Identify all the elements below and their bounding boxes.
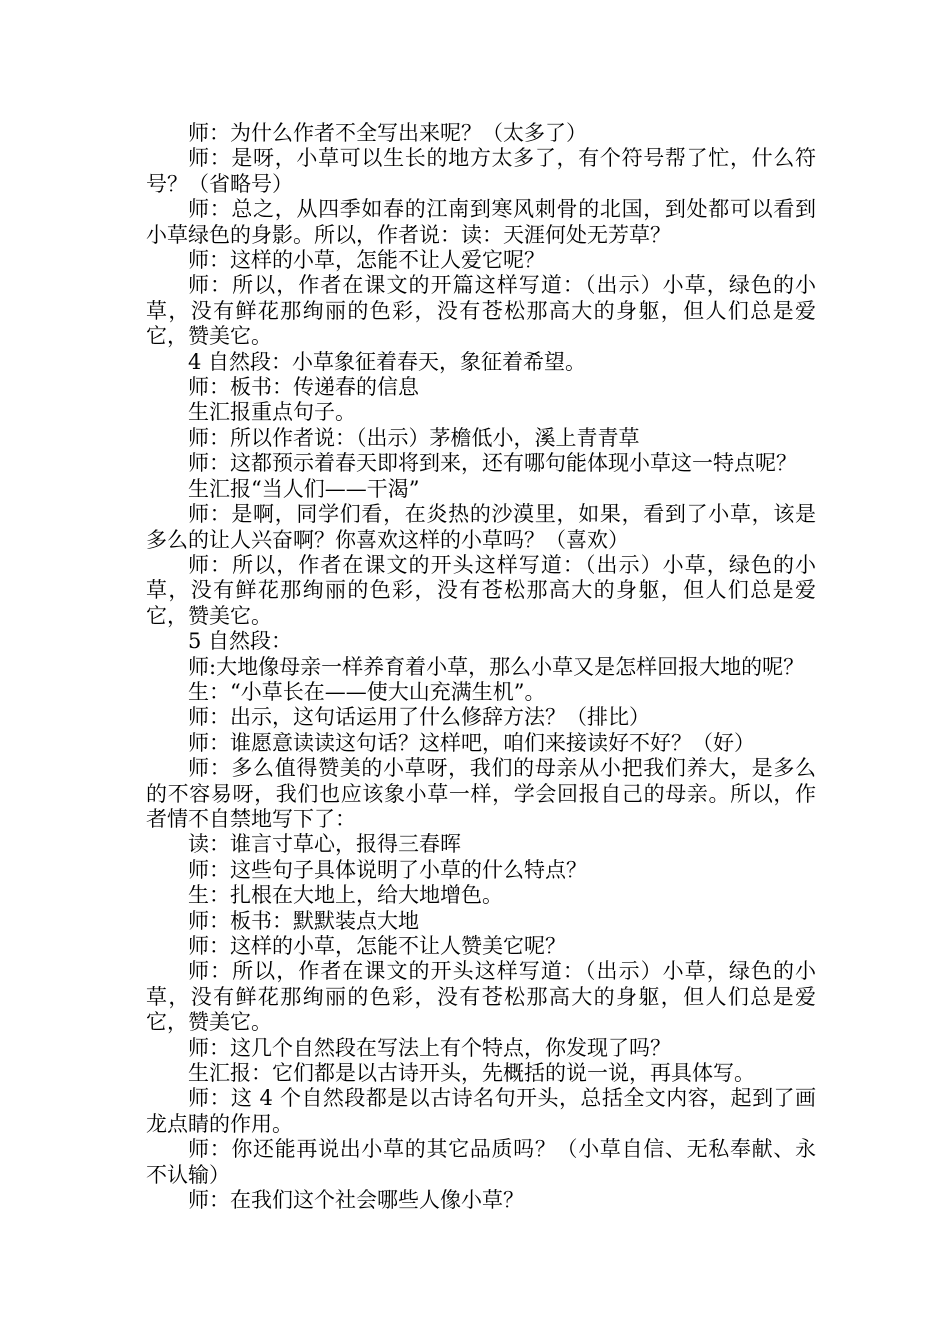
paragraph: 师：这都预示着春天即将到来，还有哪句能体现小草这一特点呢？	[188, 451, 797, 476]
paragraph: 师：你还能再说出小草的其它品质吗？（小草自信、无私奉献、永不认输）	[146, 1137, 816, 1187]
paragraph: 生汇报：它们都是以古诗开头，先概括的说一说，再具体写。	[188, 1061, 755, 1086]
paragraph: 师：所以，作者在课文的开头这样写道：（出示）小草，绿色的小草，没有鲜花那绚丽的色彩，没有苍松那高大的身躯，但人们总是爱它，赞美它。	[146, 959, 816, 1035]
paragraph: 师：板书：传递春的信息	[188, 375, 419, 400]
paragraph: 生：扎根在大地上，给大地增色。	[188, 883, 503, 908]
paragraph: 师：为什么作者不全写出来呢？（太多了）	[188, 121, 587, 145]
paragraph: 师：是啊，同学们看，在炎热的沙漠里，如果，看到了小草，该是多么的让人兴奋啊？你喜欢这样的小草吗？（喜欢）	[146, 502, 816, 552]
paragraph: 师：多么值得赞美的小草呀，我们的母亲从小把我们养大，是多么的不容易呀，我们也应该象小草一样，学会回报自己的母亲。所以，作者情不自禁地写下了：	[146, 756, 816, 831]
paragraph: 生汇报重点句子。	[188, 400, 356, 425]
paragraph: 师：板书：默默装点大地	[188, 908, 419, 933]
paragraph: 师：是呀，小草可以生长的地方太多了，有个符号帮了忙，什么符号？（省略号）	[146, 146, 816, 196]
paragraph: 师：总之，从四季如春的江南到寒风刺骨的北国，到处都可以看到小草绿色的身影。所以，作者说：读：天涯何处无芳草？	[146, 197, 816, 247]
paragraph: 读：谁言寸草心，报得三春晖	[188, 832, 461, 857]
paragraph: 师：所以作者说：（出示）茅檐低小，溪上青青草	[188, 425, 640, 450]
document-body	[146, 121, 816, 1213]
paragraph: 4 自然段：小草象征着春天，象征着希望。	[188, 349, 587, 374]
paragraph: 生汇报“当人们——干渴”	[188, 476, 420, 501]
paragraph: 师：在我们这个社会哪些人像小草？	[188, 1188, 524, 1213]
paragraph: 师：所以，作者在课文的开头这样写道：（出示）小草，绿色的小草，没有鲜花那绚丽的色彩，没有苍松那高大的身躯，但人们总是爱它，赞美它。	[146, 552, 816, 628]
paragraph: 师：谁愿意读读这句话？这样吧，咱们来接读好不好？（好）	[188, 730, 755, 755]
paragraph: 师：这 4 个自然段都是以古诗名句开头，总括全文内容，起到了画龙点睛的作用。	[146, 1086, 816, 1136]
paragraph: 师：出示，这句话运用了什么修辞方法？（排比）	[188, 705, 650, 730]
paragraph: 生：“小草长在——使大山充满生机”。	[188, 679, 546, 704]
paragraph: 师：这几个自然段在写法上有个特点，你发现了吗？	[188, 1035, 671, 1060]
paragraph: 师：这样的小草，怎能不让人赞美它呢？	[188, 934, 566, 958]
paragraph: 师：这些句子具体说明了小草的什么特点？	[188, 857, 587, 882]
paragraph: 师：所以，作者在课文的开篇这样写道：（出示）小草，绿色的小草，没有鲜花那绚丽的色彩，没有苍松那高大的身躯，但人们总是爱它，赞美它。	[146, 273, 816, 349]
paragraph: 5 自然段：	[188, 629, 293, 654]
paragraph: 师:大地像母亲一样养育着小草，那么小草又是怎样回报大地的呢？	[188, 654, 805, 679]
paragraph: 师：这样的小草，怎能不让人爱它呢？	[188, 248, 545, 273]
